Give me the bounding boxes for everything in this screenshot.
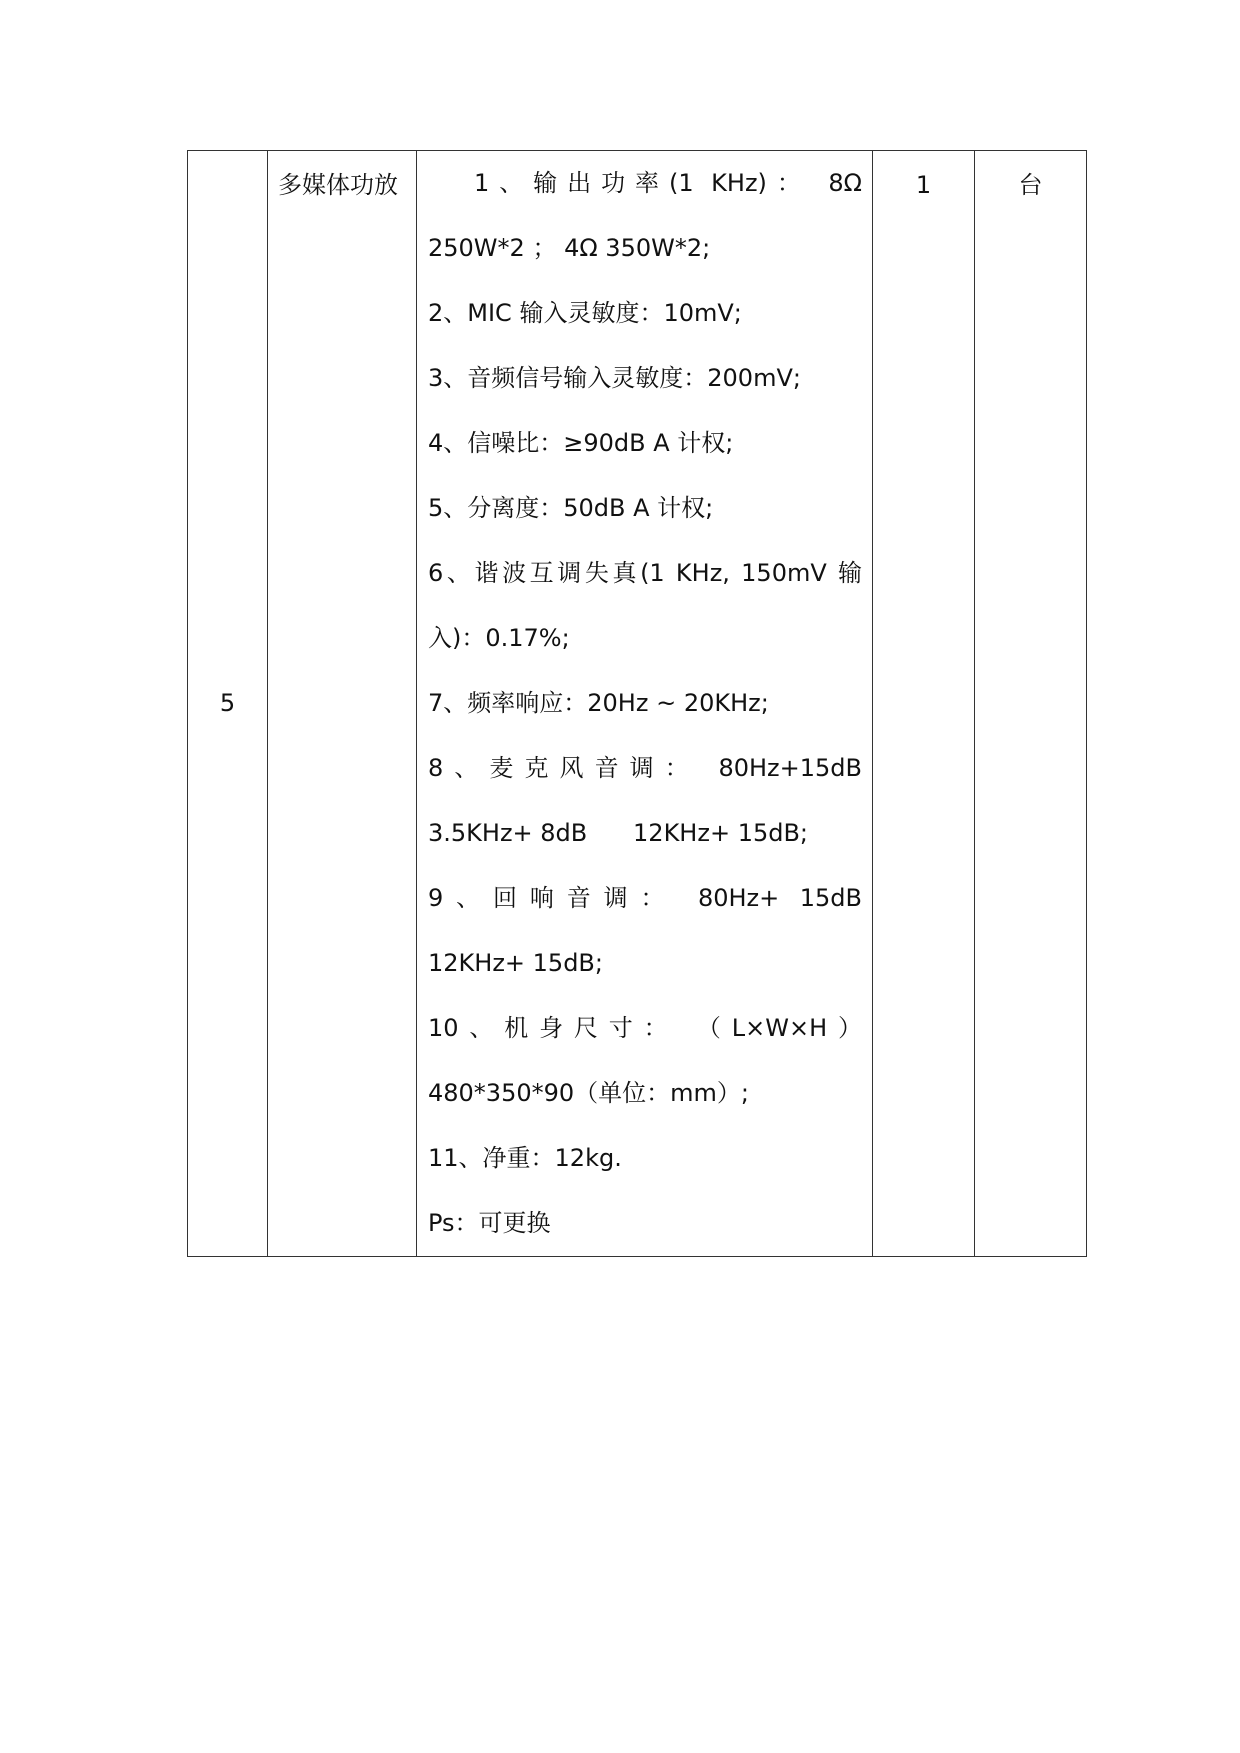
spec-line-15: 480*350*90（单位：mm）; bbox=[428, 1079, 749, 1107]
spec-line-6: 5、分离度：50dB A 计权; bbox=[428, 494, 714, 522]
spec-line-12: 9、回响音调： 80Hz+ 15dB bbox=[428, 884, 862, 912]
spec-line-17: Ps：可更换 bbox=[428, 1209, 551, 1237]
spec-line-10: 8、麦克风音调： 80Hz+15dB bbox=[428, 754, 862, 782]
spec-line-14: 10、机身尺寸： （L×W×H） bbox=[428, 1014, 862, 1042]
spec-line-1: 1、输出功率(1 KHz)： 8Ω bbox=[474, 169, 862, 197]
spec-line-5: 4、信噪比：≥90dB A 计权; bbox=[428, 429, 734, 457]
spec-line-7: 6、谐波互调失真(1 KHz, 150mV 输 bbox=[428, 559, 862, 587]
item-quantity: 1 bbox=[915, 171, 932, 199]
table-row bbox=[188, 151, 1087, 1257]
spec-line-13: 12KHz+ 15dB; bbox=[428, 949, 603, 977]
spec-line-16: 11、净重：12kg. bbox=[428, 1144, 622, 1172]
spec-line-3: 2、MIC 输入灵敏度：10mV; bbox=[428, 299, 742, 327]
item-quantity-cell bbox=[873, 151, 975, 1257]
item-unit: 台 bbox=[1018, 171, 1043, 199]
spec-line-9: 7、频率响应：20Hz ~ 20KHz; bbox=[428, 689, 769, 717]
item-spec-cell bbox=[417, 151, 873, 1257]
spec-table bbox=[187, 150, 1087, 1257]
spec-line-8: 入)：0.17%; bbox=[428, 624, 570, 652]
item-index-cell bbox=[188, 151, 268, 1257]
spec-line-4: 3、音频信号输入灵敏度：200mV; bbox=[428, 364, 801, 392]
item-unit-cell bbox=[975, 151, 1087, 1257]
spec-line-11: 3.5KHz+ 8dB 12KHz+ 15dB; bbox=[428, 819, 809, 847]
item-name-cell bbox=[268, 151, 417, 1257]
spec-line-2: 250W*2 ； 4Ω 350W*2; bbox=[428, 234, 711, 262]
item-name: 多媒体功放 bbox=[278, 171, 398, 199]
item-index: 5 bbox=[219, 689, 236, 717]
